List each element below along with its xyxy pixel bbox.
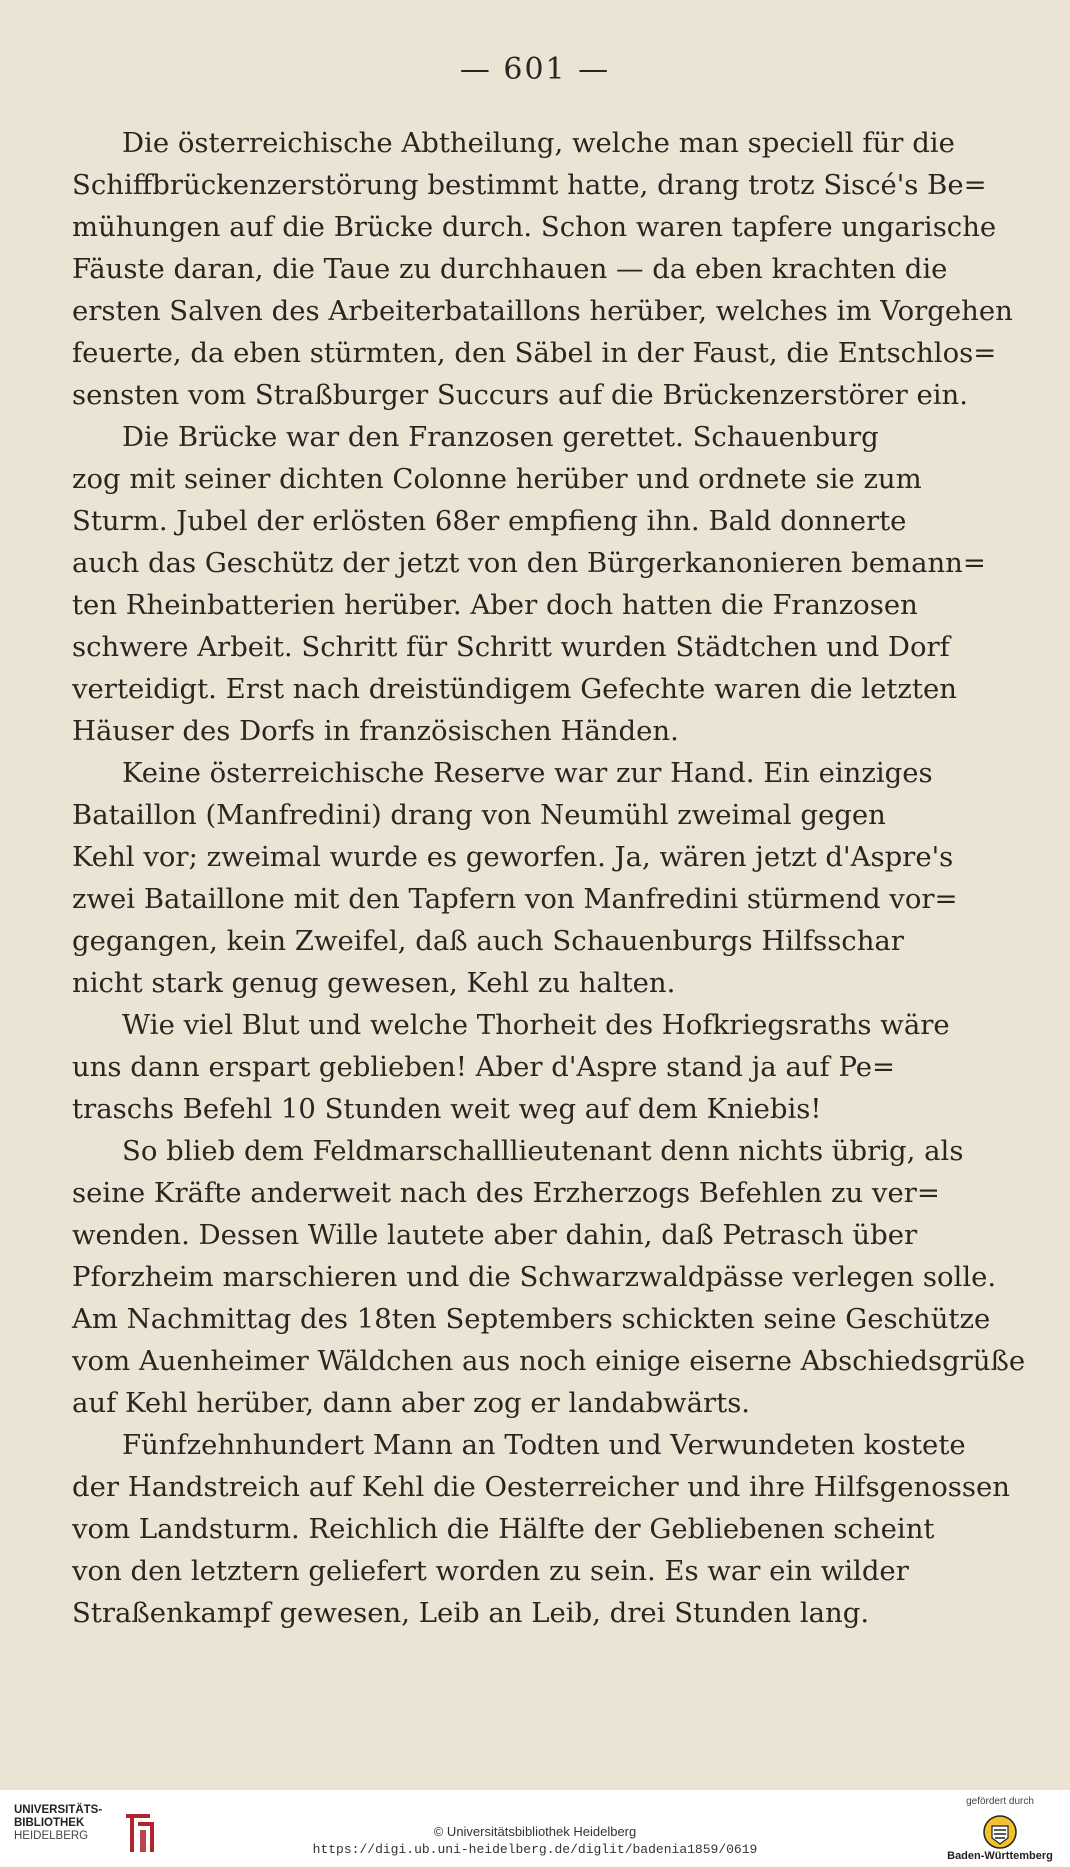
state-seal-icon — [982, 1814, 1018, 1850]
paragraph — [72, 1130, 1026, 1424]
text-line: wenden. Dessen Wille lautete aber dahin, daß Petrasch über — [72, 1219, 918, 1251]
text-line: Die österreichische Abtheilung, welche man speciell für die — [122, 127, 955, 159]
library-name-line: BIBLIOTHEK — [14, 1817, 85, 1829]
text-line: Die Brücke war den Franzosen gerettet. Schauenburg — [122, 421, 879, 453]
text-line: mühungen auf die Brücke durch. Schon waren tapfere ungarische — [72, 211, 997, 243]
library-name-line: HEIDELBERG — [14, 1830, 89, 1842]
paragraph — [72, 122, 1013, 416]
text-line: auf Kehl herüber, dann aber zog er landabwärts. — [72, 1387, 751, 1419]
text-line: uns dann erspart geblieben! Aber d'Aspre stand ja auf Pe= — [72, 1051, 896, 1083]
text-line: verteidigt. Erst nach dreistündigem Gefechte waren die letzten — [72, 673, 957, 705]
paragraph — [72, 752, 962, 1004]
paragraph — [72, 1424, 1011, 1634]
text-line: Fäuste daran, die Taue zu durchhauen — da eben krachten die — [72, 253, 948, 285]
text-line: der Handstreich auf Kehl die Oesterreicher und ihre Hilfsgenossen — [72, 1471, 1011, 1503]
text-line: seine Kräfte anderweit nach des Erzherzogs Befehlen zu ver= — [72, 1177, 940, 1209]
text-line: zog mit seiner dichten Colonne herüber und ordnete sie zum — [72, 463, 922, 495]
sponsor-name: Baden-Württemberg — [947, 1850, 1053, 1862]
text-line: nicht stark genug gewesen, Kehl zu halten. — [72, 967, 676, 999]
text-line: So blieb dem Feldmarschalllieutenant denn nichts übrig, als — [122, 1135, 964, 1167]
text-line: Fünfzehnhundert Mann an Todten und Verwundeten kostete — [122, 1429, 966, 1461]
library-name-line: UNIVERSITÄTS- — [14, 1804, 103, 1816]
text-line: Sturm. Jubel der erlösten 68er empfieng ihn. Bald donnerte — [72, 505, 907, 537]
sponsor-block — [940, 1796, 1060, 1866]
text-line: schwere Arbeit. Schritt für Schritt wurden Städtchen und Dorf — [72, 631, 950, 663]
text-line: vom Landsturm. Reichlich die Hälfte der Gebliebenen scheint — [72, 1513, 935, 1545]
text-line: feuerte, da eben stürmten, den Säbel in der Faust, die Entschlos= — [72, 337, 997, 369]
text-line: Wie viel Blut und welche Thorheit des Hofkriegsraths wäre — [122, 1009, 950, 1041]
text-line: Keine österreichische Reserve war zur Hand. Ein einziges — [122, 757, 933, 789]
text-line: zwei Bataillone mit den Tapfern von Manfredini stürmend vor= — [72, 883, 958, 915]
paragraph — [72, 1004, 962, 1130]
text-line: Kehl vor; zweimal wurde es geworfen. Ja, wären jetzt d'Aspre's — [72, 841, 954, 873]
text-line: ten Rheinbatterien herüber. Aber doch hatten die Franzosen — [72, 589, 918, 621]
text-line: Bataillon (Manfredini) drang von Neumühl zweimal gegen — [72, 799, 886, 831]
text-line: gegangen, kein Zweifel, daß auch Schauenburgs Hilfsschar — [72, 925, 904, 957]
text-line: auch das Geschütz der jetzt von den Bürgerkanonieren bemann= — [72, 547, 986, 579]
sponsor-label: gefördert durch — [966, 1796, 1034, 1807]
viewer-footer — [0, 1790, 1070, 1867]
body-text — [72, 122, 1026, 1634]
copyright-notice: © Universitätsbibliothek Heidelberg — [433, 1824, 637, 1839]
page-number: — 601 — — [459, 52, 611, 87]
text-line: sensten vom Straßburger Succurs auf die Brückenzerstörer ein. — [72, 379, 969, 411]
text-line: vom Auenheimer Wäldchen aus noch einige eiserne Abschiedsgrüße — [72, 1345, 1026, 1377]
text-line: Schiffbrückenzerstörung bestimmt hatte, drang trotz Siscé's Be= — [72, 169, 987, 201]
text-line: Straßenkampf gewesen, Leib an Leib, drei Stunden lang. — [72, 1597, 870, 1629]
text-line: von den letztern geliefert worden zu sein. Es war ein wilder — [72, 1555, 909, 1587]
text-line: ersten Salven des Arbeiterbataillons herüber, welches im Vorgehen — [72, 295, 1013, 327]
text-line: traschs Befehl 10 Stunden weit weg auf dem Kniebis! — [72, 1093, 822, 1125]
text-line: Pforzheim marschieren und die Schwarzwaldpässe verlegen solle. — [72, 1261, 997, 1293]
text-line: Am Nachmittag des 18ten Septembers schickten seine Geschütze — [72, 1303, 991, 1335]
permalink[interactable]: https://digi.ub.uni-heidelberg.de/diglit/badenia1859/0619 — [312, 1842, 758, 1857]
text-line: Häuser des Dorfs in französischen Händen. — [72, 715, 679, 747]
paragraph — [72, 416, 986, 752]
